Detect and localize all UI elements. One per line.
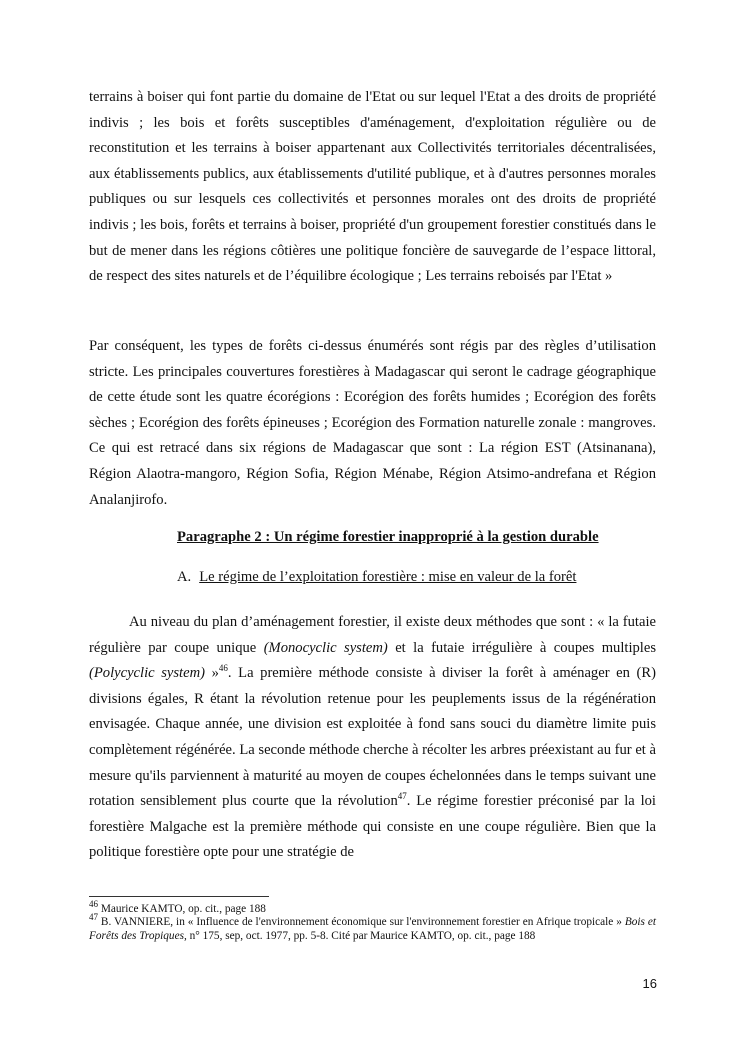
p3-text-2: et la futaie irrégulière à coupes multiples (387, 639, 657, 656)
footnote-47-italic: Bois et Forêts des Tropiques, (89, 916, 657, 942)
footnotes (89, 899, 657, 943)
footnote-number-46: 46 (89, 899, 98, 910)
footnote-ref-47[interactable]: 47 (397, 791, 407, 802)
p3-italic-monocyclic: (Monocyclic system) (263, 639, 388, 656)
body-paragraph-3 (89, 610, 656, 866)
page-number: 16 (642, 976, 657, 991)
p3-text-4: . La première méthode consiste à diviser la forêt à aménager en (R) divisions égales, R étant la révolution retenue pour les peuplements issus de la régénération envisagée. Chaque année, une division est exploitée à fond sans souci du diamètre limite puis complètement régénérée. La seconde méthode cherche à récolter les arbres préexistant au fur et à mesure qu'ils parviennent à maturité au moyen de coupes échelonnées dans le temps suivant une rotation sensiblement plus courte que la révolution (89, 665, 656, 810)
p3-text-3: » (205, 665, 219, 682)
footnote-46-text: Maurice KAMTO, op. cit., page 188 (98, 903, 266, 915)
p3-italic-polycyclic: (Polycyclic system) (89, 665, 205, 682)
footnote-47-text-b: n° 175, sep, oct. 1977, pp. 5-8. Cité par Maurice KAMTO, op. cit., page 188 (186, 929, 536, 942)
subsection-heading (177, 569, 576, 586)
footnote-separator (89, 896, 269, 897)
subsection-letter: A. (177, 569, 192, 585)
footnote-46 (89, 899, 656, 916)
p3-text-1: Au niveau du plan d’aménagement forestier, il existe deux méthodes que sont : « la futaie régulière par coupe unique (89, 614, 656, 656)
section-heading: Paragraphe 2 : Un régime forestier inapproprié à la gestion durable (177, 529, 599, 545)
p3-text-5: . Le régime forestier préconisé par la loi forestière Malgache est la première méthode qui consiste en une coupe régulière. Bien que la politique forestière opte pour une stratégie de (89, 793, 656, 861)
body-paragraph-2: Par conséquent, les types de forêts ci-dessus énumérés sont régis par des règles d’utilisation stricte. Les principales couvertures forestières à Madagascar qui seront le cadrage géographique de cette étude sont les quatre écorégions : Ecorégion des forêts humides ; Ecorégion des forêts sèches ; Ecorégion des forêts épineuses ; Ecorégion des Formation naturelle zonale : mangroves. Ce qui est retracé dans six régions de Madagascar que sont : La région EST (Atsinanana), Région Alaotra-mangoro, Région Sofia, Région Ménabe, Région Atsimo-andrefana et Région Analanjirofo. (89, 338, 656, 508)
footnote-number-47: 47 (89, 912, 98, 923)
body-paragraph-1: terrains à boiser qui font partie du domaine de l'Etat ou sur lequel l'Etat a des droits de propriété indivis ; les bois et forêts susceptibles d'aménagement, d'exploitation régulière ou de reconstitution et les terrains à boiser appartenant aux Collectivités territoriales décentralisées, aux établissements publics, aux établissements d'utilité publique, et à d'autres personnes morales publiques ou sur lesquels ces collectivités et personnes morales ont des droits de propriété indivis ; les bois, forêts et terrains à boiser, propriété d'un groupement forestier constitués dans le but de mener dans les régions côtières une politique foncière de sauvegarde de l’espace littoral, de respect des sites naturels et de l’équilibre écologique ; Les terrains reboisés par l'Etat » (89, 89, 656, 285)
subsection-title: Le régime de l’exploitation forestière : mise en valeur de la forêt (199, 569, 577, 585)
footnote-ref-46[interactable]: 46 (218, 663, 228, 674)
footnote-47-text-a: B. VANNIERE, in « Influence de l'environnement économique sur l'environnement forestier en Afrique tropicale » (98, 916, 625, 929)
footnote-47 (89, 912, 657, 943)
